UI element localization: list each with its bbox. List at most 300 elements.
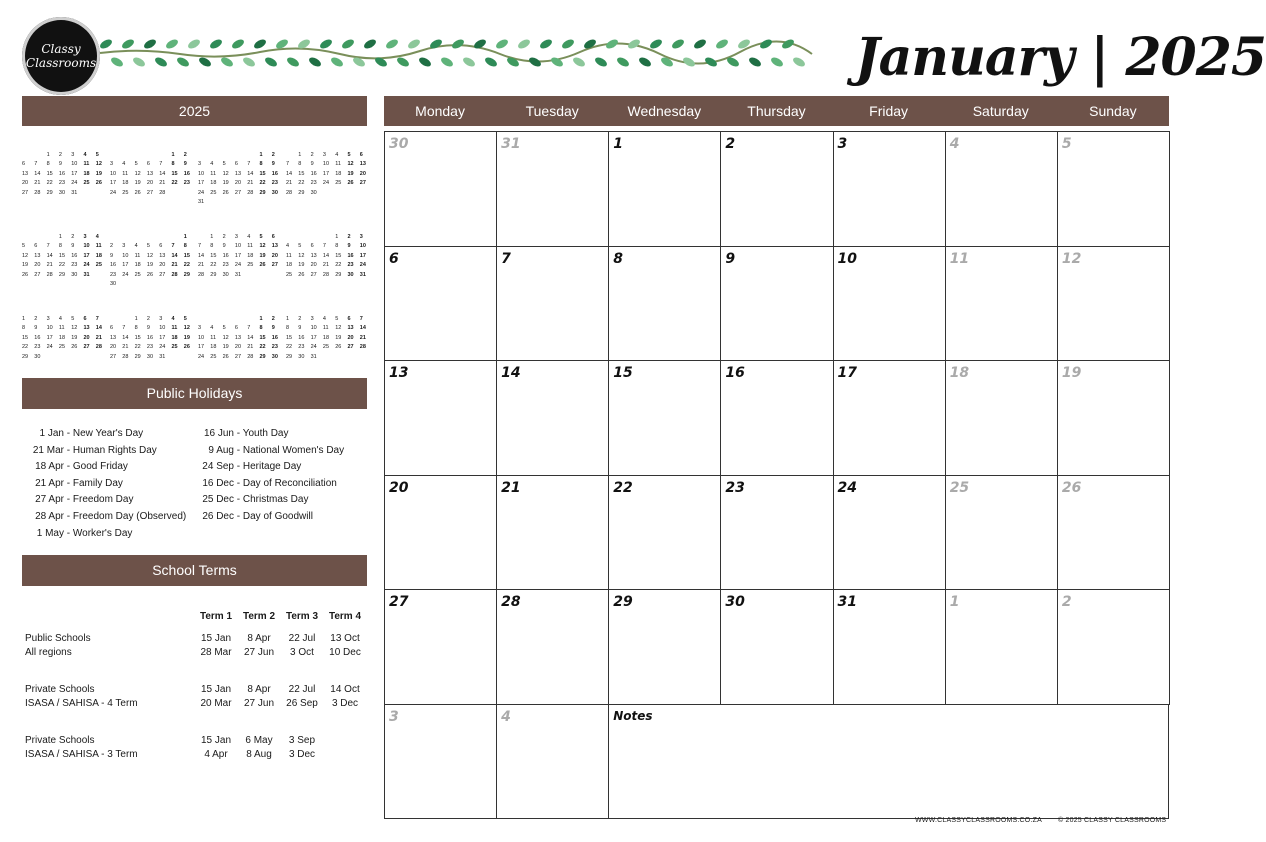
mini-day: 29 [298, 189, 305, 196]
mini-day: 2 [71, 233, 75, 240]
mini-day: 25 [171, 344, 178, 350]
mini-week-row [198, 324, 284, 334]
mini-day: 3 [46, 315, 50, 322]
mini-day: 8 [46, 161, 50, 167]
mini-day: 16 [183, 170, 190, 177]
mini-day: 7 [34, 161, 38, 167]
mini-day: 19 [222, 180, 229, 186]
mini-day: 29 [183, 271, 190, 278]
mini-day: 7 [286, 161, 290, 167]
term-row-sublabel: ISASA / SAHISA - 4 Term [25, 698, 138, 709]
mini-day [272, 271, 284, 281]
day-cell[interactable] [833, 360, 946, 476]
mini-day: 6 [310, 243, 314, 249]
leaf-shape [264, 56, 279, 69]
mini-day: 28 [171, 271, 178, 278]
holiday-row [24, 443, 157, 459]
mini-day [360, 353, 372, 363]
mini-day: 20 [83, 334, 90, 341]
day-cell[interactable] [945, 360, 1058, 476]
mini-day: 15 [58, 252, 66, 259]
leaf-shape [121, 38, 136, 51]
mini-day: 23 [222, 262, 229, 268]
mini-week-row [198, 334, 284, 344]
leaf-shape [792, 56, 807, 69]
mini-day [171, 189, 183, 199]
mini-day: 4 [171, 315, 175, 322]
leaf-shape [176, 56, 191, 69]
mini-day: 21 [171, 262, 178, 268]
mini-day [347, 189, 359, 199]
day-cell[interactable] [384, 360, 497, 476]
mini-weekday-label [223, 223, 235, 233]
mini-day: 6 [234, 325, 238, 331]
mini-day: 7 [322, 243, 326, 249]
mini-day: 12 [222, 170, 229, 177]
mini-day: 19 [335, 334, 342, 341]
mini-day: 10 [110, 170, 117, 177]
mini-day: 31 [71, 189, 78, 196]
mini-day: 19 [183, 334, 190, 341]
mini-week-row [110, 280, 196, 290]
mini-weekday-label [335, 141, 347, 151]
mini-weekday-label [235, 305, 247, 315]
day-cell[interactable] [1057, 360, 1170, 476]
mini-day: 18 [322, 334, 330, 341]
day-cell[interactable] [720, 475, 833, 591]
mini-day: 8 [259, 161, 263, 167]
mini-day: 22 [22, 344, 29, 350]
mini-day: 16 [222, 252, 229, 259]
mini-day: 7 [122, 325, 126, 331]
mini-day: 17 [310, 334, 317, 341]
mini-day: 30 [58, 189, 66, 196]
day-cell[interactable] [833, 475, 946, 591]
mini-weekday-label [184, 305, 196, 315]
day-number: 9 [725, 250, 736, 267]
mini-day: 19 [22, 262, 29, 268]
mini-weekday-label [272, 305, 284, 315]
mini-day: 7 [247, 325, 251, 331]
mini-weekday-label [96, 305, 108, 315]
mini-day: 11 [134, 252, 141, 259]
mini-day [335, 189, 347, 199]
day-cell[interactable] [945, 589, 1058, 705]
mini-month-november [198, 295, 284, 362]
day-cell[interactable] [496, 704, 609, 820]
mini-day: 18 [58, 334, 66, 341]
day-cell[interactable] [496, 360, 609, 476]
mini-day: 9 [298, 325, 302, 331]
mini-day: 13 [83, 325, 90, 331]
mini-day: 26 [222, 189, 229, 196]
mini-day: 26 [298, 271, 305, 278]
holiday-row [24, 426, 143, 442]
mini-day: 31 [198, 199, 205, 205]
mini-day: 6 [110, 325, 114, 331]
mini-weekday-label [210, 223, 222, 233]
mini-weekday-label [34, 141, 46, 151]
mini-weekday-label [22, 141, 34, 151]
mini-weekday-label [360, 223, 372, 233]
page-title: January | 2025 [855, 27, 1266, 88]
day-number: 31 [837, 594, 858, 610]
mini-day: 20 [159, 262, 166, 268]
mini-day [22, 233, 34, 243]
mini-day: 19 [347, 170, 354, 177]
holiday-row [24, 476, 123, 492]
day-cell[interactable] [608, 246, 721, 362]
mini-day [47, 233, 59, 243]
mini-day: 31 [159, 353, 166, 360]
mini-weekday-label [47, 223, 59, 233]
mini-day: 3 [83, 233, 87, 240]
mini-weekday-label [247, 141, 259, 151]
day-cell[interactable] [720, 246, 833, 362]
mini-week-row [286, 252, 372, 262]
mini-day: 24 [83, 262, 90, 268]
notes-area[interactable] [608, 704, 1169, 820]
mini-day: 4 [58, 315, 62, 322]
mini-day: 11 [58, 325, 65, 331]
day-number: 17 [837, 365, 858, 381]
mini-weekday-label [34, 223, 46, 233]
mini-day: 14 [122, 334, 129, 341]
mini-day: 7 [247, 161, 251, 167]
mini-day [171, 233, 183, 243]
mini-weekday-label [286, 223, 298, 233]
mini-day [147, 233, 159, 243]
mini-week-row [110, 242, 196, 252]
mini-day: 17 [83, 252, 90, 259]
mini-day: 20 [234, 344, 242, 350]
mini-day: 11 [83, 161, 90, 167]
mini-day: 3 [198, 161, 202, 167]
mini-weekday-label [335, 223, 347, 233]
day-cell[interactable] [833, 131, 946, 247]
mini-weekday-label [22, 305, 34, 315]
mini-day [47, 353, 59, 363]
mini-day: 5 [146, 243, 150, 249]
mini-day: 27 [159, 271, 166, 278]
mini-day: 28 [198, 271, 205, 278]
day-cell[interactable] [833, 246, 946, 362]
holiday-name: - Good Friday [66, 461, 128, 473]
mini-day: 7 [171, 243, 175, 249]
mini-day [159, 280, 171, 290]
day-cell[interactable] [945, 246, 1058, 362]
mini-week-row [110, 170, 196, 180]
mini-day: 30 [271, 353, 278, 360]
term-header: Term 4 [328, 611, 362, 622]
leaf-shape [517, 38, 532, 51]
day-cell[interactable] [384, 589, 497, 705]
mini-day: 5 [134, 161, 138, 167]
day-cell[interactable] [720, 360, 833, 476]
mini-week-row [286, 170, 372, 180]
day-number: 1 [949, 594, 960, 610]
mini-day: 11 [171, 325, 178, 331]
mini-weekday-label [223, 305, 235, 315]
mini-day: 6 [159, 243, 163, 249]
day-cell[interactable] [1057, 246, 1170, 362]
mini-day: 26 [347, 180, 354, 186]
mini-day: 25 [210, 189, 217, 196]
mini-day: 1 [286, 315, 290, 322]
holiday-row [24, 459, 128, 475]
mini-weekday-label [71, 141, 83, 151]
mini-day: 27 [22, 189, 29, 196]
mini-month-name [286, 295, 372, 305]
mini-day: 2 [58, 151, 62, 158]
mini-day: 23 [183, 180, 190, 186]
day-cell[interactable] [1057, 131, 1170, 247]
mini-day: 12 [146, 252, 154, 259]
weekday-label-wednesday: Wednesday [627, 103, 702, 119]
mini-day: 1 [58, 233, 62, 240]
mini-week-row [110, 160, 196, 170]
mini-day: 3 [234, 233, 238, 240]
mini-month-may [22, 213, 108, 280]
day-number: 11 [949, 250, 970, 267]
mini-week-row [198, 170, 284, 180]
mini-weekday-label [83, 305, 95, 315]
mini-month-name [198, 295, 284, 305]
mini-day: 13 [234, 170, 242, 177]
weekday-label-sunday: Sunday [1089, 103, 1137, 119]
mini-weekday-label [259, 141, 271, 151]
day-cell[interactable] [496, 589, 609, 705]
day-cell[interactable] [496, 131, 609, 247]
mini-day [110, 233, 122, 243]
mini-day [198, 315, 210, 325]
leaf-shape [462, 56, 477, 69]
mini-day: 16 [310, 170, 317, 177]
term-start-date: 22 Jul [288, 684, 316, 695]
day-number: 31 [501, 136, 521, 152]
mini-day: 13 [234, 334, 242, 341]
day-number: 13 [389, 365, 409, 381]
mini-day: 8 [210, 243, 214, 249]
mini-weekday-label [135, 141, 147, 151]
term-header: Term 2 [242, 611, 276, 622]
mini-weekday-label [347, 141, 359, 151]
mini-day: 20 [22, 180, 29, 186]
mini-month-december [286, 295, 372, 362]
mini-week-row [22, 353, 108, 363]
mini-day: 9 [271, 325, 275, 331]
mini-day [110, 151, 122, 161]
holiday-date: 21 Apr [35, 477, 64, 489]
mini-day: 9 [110, 252, 114, 259]
mini-day: 22 [183, 262, 190, 268]
holiday-row [202, 492, 308, 508]
term-end-date: 27 Jun [243, 698, 275, 709]
leaf-shape [143, 38, 158, 51]
mini-weekday-label [272, 141, 284, 151]
mini-day: 28 [286, 189, 293, 196]
mini-weekday-label [198, 223, 210, 233]
weekday-label-monday: Monday [415, 103, 465, 119]
mini-day: 5 [22, 243, 26, 249]
day-number: 22 [613, 479, 633, 496]
day-cell[interactable] [384, 475, 497, 591]
mini-day: 4 [286, 243, 290, 249]
mini-day: 30 [310, 189, 317, 196]
mini-day: 23 [347, 262, 354, 268]
mini-day: 19 [298, 262, 305, 268]
mini-day: 6 [146, 161, 150, 167]
day-cell[interactable] [833, 589, 946, 705]
mini-day: 30 [298, 353, 305, 360]
mini-day: 17 [122, 262, 129, 268]
mini-weekday-label [311, 305, 323, 315]
mini-day: 9 [146, 325, 150, 331]
mini-day: 14 [286, 170, 293, 177]
leaf-shape [495, 38, 510, 51]
mini-day: 8 [58, 243, 62, 249]
public-holidays-header: Public Holidays [22, 378, 367, 409]
mini-day [335, 353, 347, 363]
mini-day [235, 315, 247, 325]
mini-day: 1 [22, 315, 26, 322]
mini-day: 12 [183, 325, 190, 331]
mini-day: 21 [286, 180, 293, 186]
mini-day [311, 233, 323, 243]
mini-day: 1 [298, 151, 302, 158]
mini-day: 9 [310, 161, 314, 167]
mini-day [122, 280, 134, 290]
day-cell[interactable] [1057, 475, 1170, 591]
mini-day: 5 [222, 161, 226, 167]
mini-weekday-label [71, 305, 83, 315]
day-number: 12 [1061, 250, 1082, 267]
leaf-shape [330, 56, 345, 69]
day-cell[interactable] [384, 131, 497, 247]
mini-day [83, 189, 95, 199]
leaf-shape [308, 56, 323, 69]
mini-day [210, 198, 222, 208]
notes-label: Notes [613, 708, 653, 723]
mini-day: 24 [198, 353, 205, 360]
mini-day: 8 [171, 161, 175, 167]
mini-week-row [198, 261, 284, 271]
mini-month-march [198, 131, 284, 208]
holiday-date: 25 Dec [202, 494, 234, 506]
mini-day: 1 [171, 151, 175, 158]
mini-day: 12 [347, 161, 354, 167]
mini-day: 31 [83, 271, 90, 278]
day-cell[interactable] [1057, 589, 1170, 705]
holiday-row [202, 476, 337, 492]
mini-day: 18 [171, 334, 178, 341]
mini-day: 16 [271, 170, 278, 177]
mini-day: 18 [247, 252, 254, 259]
mini-weekday-label [272, 223, 284, 233]
mini-day: 17 [71, 170, 78, 177]
holiday-row [202, 459, 301, 475]
day-cell[interactable] [496, 246, 609, 362]
mini-day: 4 [83, 151, 87, 158]
mini-day: 28 [34, 189, 41, 196]
mini-day: 29 [134, 353, 141, 360]
day-number: 25 [949, 479, 970, 496]
day-cell[interactable] [608, 360, 721, 476]
mini-day: 30 [71, 271, 78, 278]
holiday-name: - Christmas Day [236, 494, 309, 506]
mini-day [323, 233, 335, 243]
day-cell[interactable] [720, 131, 833, 247]
day-number: 3 [389, 708, 399, 725]
day-cell[interactable] [384, 704, 497, 820]
holiday-name: - Family Day [66, 477, 123, 489]
mini-day: 1 [210, 233, 214, 240]
mini-day: 25 [322, 344, 330, 350]
mini-day [223, 198, 235, 208]
mini-day [171, 353, 183, 363]
leaf-shape [671, 38, 686, 51]
holiday-date: 26 Dec [202, 511, 234, 522]
mini-day: 12 [71, 325, 78, 331]
mini-weekday-label [347, 305, 359, 315]
leaf-shape [451, 38, 466, 51]
mini-day: 21 [46, 262, 53, 268]
mini-day [71, 353, 83, 363]
mini-day: 15 [298, 170, 305, 177]
day-cell[interactable] [945, 131, 1058, 247]
mini-week-row [286, 315, 372, 325]
mini-day: 1 [259, 151, 263, 158]
mini-day: 15 [259, 334, 266, 341]
mini-day: 3 [359, 233, 363, 240]
mini-week-row [286, 334, 372, 344]
day-number: 8 [613, 250, 624, 267]
mini-day: 7 [46, 243, 50, 249]
mini-weekday-label [96, 223, 108, 233]
mini-day: 15 [171, 170, 178, 177]
mini-day: 3 [322, 151, 326, 158]
mini-weekday-label [122, 223, 134, 233]
mini-day: 25 [95, 262, 102, 268]
day-cell[interactable] [608, 589, 721, 705]
mini-week-row [198, 198, 284, 208]
mini-day: 17 [359, 252, 366, 259]
mini-week-row [22, 324, 108, 334]
mini-day: 12 [95, 161, 102, 167]
mini-day: 5 [335, 315, 339, 322]
day-cell[interactable] [496, 475, 609, 591]
mini-day: 23 [271, 344, 278, 350]
day-cell[interactable] [608, 475, 721, 591]
mini-weekday-label [247, 305, 259, 315]
day-cell[interactable] [608, 131, 721, 247]
day-cell[interactable] [720, 589, 833, 705]
mini-day [210, 151, 222, 161]
term-start-date: 15 Jan [200, 684, 232, 695]
leaf-shape [649, 38, 664, 51]
mini-week-row [286, 189, 372, 199]
holiday-row [202, 443, 344, 459]
holiday-row [24, 492, 133, 508]
mini-week-row [110, 324, 196, 334]
leaf-shape [242, 56, 257, 69]
term-start-date: 15 Jan [200, 735, 232, 746]
mini-day: 1 [335, 233, 339, 240]
day-cell[interactable] [384, 246, 497, 362]
day-cell[interactable] [945, 475, 1058, 591]
mini-day: 24 [110, 189, 117, 196]
leaf-shape [616, 56, 631, 69]
